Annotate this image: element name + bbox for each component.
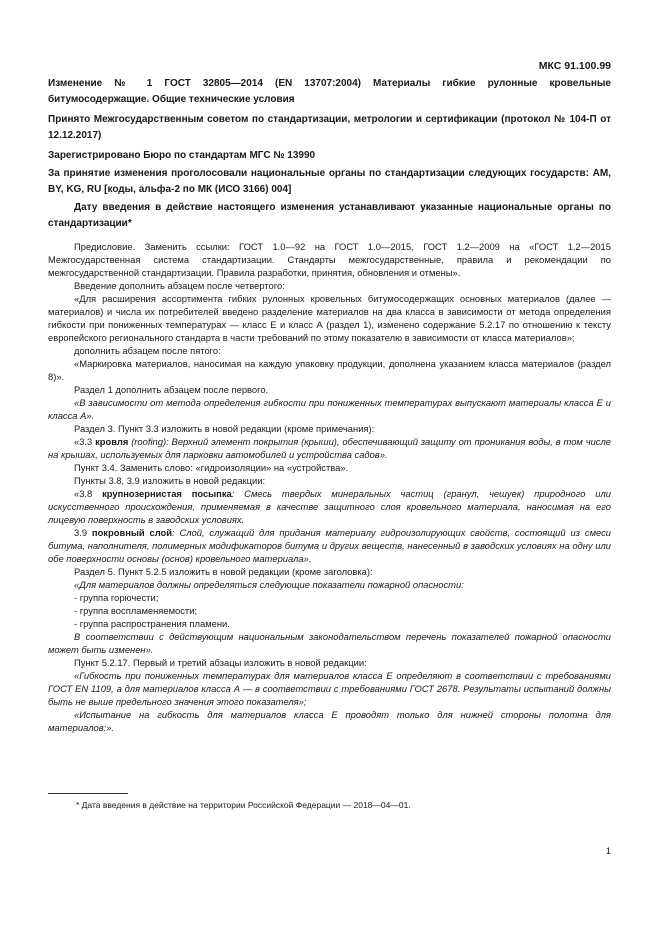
footnote-divider [48, 793, 128, 794]
clause-text: : Слой, служащий для придания материалу гидроизолирующих свойств, состоящий из смеси битума, наполнителя, полимерных модификаторов битума и других веществ, нанесенный в заводских условиях на одну или обе поверхности основы (основ) кровельного материала». [48, 527, 612, 564]
para-intro-text: «Для расширения ассортимента гибких рулонных кровельных битумосодержащих основных материалов (далее — материалов) и числа их потребителей введено разделение материалов на два класса в зависимости от метода определения гибкости при пониженных температурах — класс Е и класс А (раздел 1), изменено содержание 5.2.17 по отношению к тексту европейского регионального стандарта в части требований по этому показателю в зависимости от класса материалов»; [48, 293, 611, 343]
list-item: - группа горючести; [74, 592, 159, 603]
para-section1: Раздел 1 дополнить абзацем после первого. [74, 384, 269, 395]
clause-number: 3.9 [74, 527, 88, 538]
para-3-3 [48, 435, 611, 461]
list-item: - группа распространения пламени. [74, 618, 230, 629]
para-flex-bottom: «Испытание на гибкость для материалов класса Е проводят только для нижней стороны полотна для материалов:». [48, 709, 611, 733]
document-title: Изменение № 1 ГОСТ 32805—2014 (EN 13707:2004) Материалы гибкие рулонные кровельные битумосодержащие. Общие технические условия [48, 78, 611, 105]
amendment-body [48, 240, 611, 734]
page-number: 1 [605, 846, 611, 857]
para-intro-add: дополнить абзацем после пятого: [74, 345, 221, 356]
para-5-2-17: Пункт 5.2.17. Первый и третий абзацы изложить в новой редакции: [74, 657, 367, 668]
clause-number: «3.3 [74, 436, 93, 447]
para-marking: «Маркировка материалов, наносимая на каждую упаковку продукции, дополнена указанием класса материалов (раздел 8)». [48, 358, 611, 382]
clause-text: (roofing): Верхний элемент покрытия (крыши), обеспечивающий защиту от проникания воды, в том числе на крышах, используемых для парковки автомобилей и устройства садов». [48, 436, 611, 460]
para-intro: Введение дополнить абзацем после четвертого: [74, 280, 285, 291]
para-flex-test: «Гибкость при пониженных температурах для материалов класса Е определяют в соответствии с требованиями ГОСТ EN 1109, а для материалов класса А — в соответствии с требованиями ГОСТ 2678. Результаты испытаний должны быть не выше предельного значения этого показателя»; [48, 670, 611, 707]
para-3-9 [48, 526, 611, 565]
para-section1-text: «В зависимости от метода определения гибкости при пониженных температурах выпускают материалы класса Е и класса А». [48, 397, 611, 421]
para-foreword: Предисловие. Заменить ссылки: ГОСТ 1.0—92 на ГОСТ 1.0—2015, ГОСТ 1.2—2009 на «ГОСТ 1.2—2015 Межгосударственная система стандартизации. Стандарты межгосударственные, правила и рекомендации по межгосударственной стандартизации. Правила разработки, принятия, обновления и отмены». [48, 241, 611, 278]
clause-number: «3.8 [74, 488, 93, 499]
para-section3: Раздел 3. Пункт 3.3 изложить в новой редакции (кроме примечания): [74, 423, 375, 434]
para-3-8-3-9: Пункты 3.8, 3.9 изложить в новой редакции: [74, 475, 266, 486]
clause-term: покровный слой [91, 527, 173, 538]
effective-date-note: Дату введения в действие настоящего изменения устанавливают указанные национальные органы по стандартизации* [48, 202, 611, 229]
para-3-4: Пункт 3.4. Заменить слово: «гидроизоляции» на «устройства». [74, 462, 349, 473]
clause-text: : Смесь твердых минеральных частиц (гранул, чешуек) природного или искусственного происхождения, применяемая в качестве защитного слоя кровельного материала, наносимая на его лицевую поверхность в заводских условиях. [48, 488, 611, 525]
para-fire-law: В соответствии с действующим национальным законодательством перечень показателей пожарной опасности может быть изменен». [48, 631, 611, 655]
clause-term: кровля [95, 436, 129, 447]
registered-note: Зарегистрировано Бюро по стандартам МГС № 13990 [48, 150, 316, 161]
clause-term: крупнозернистая посыпка [102, 488, 232, 499]
para-3-8 [48, 487, 611, 526]
voted-note: За принятие изменения проголосовали национальные органы по стандартизации следующих государств: AM, BY, KG, RU [коды, альфа-2 по МК (ИСО 3166) 004] [48, 168, 611, 195]
footnote: * Дата введения в действие на территории Российской Федерации — 2018—04—01. [76, 800, 411, 810]
adopted-note: Принято Межгосударственным советом по стандартизации, метрологии и сертификации (протокол № 104-П от 12.12.2017) [48, 114, 611, 141]
para-fire-intro: «Для материалов должны определяться следующие показатели пожарной опасности: [74, 579, 464, 590]
header-code: МКС 91.100.99 [538, 60, 611, 72]
para-section5: Раздел 5. Пункт 5.2.5 изложить в новой редакции (кроме заголовка): [74, 566, 373, 577]
list-item: - группа воспламеняемости; [74, 605, 198, 616]
